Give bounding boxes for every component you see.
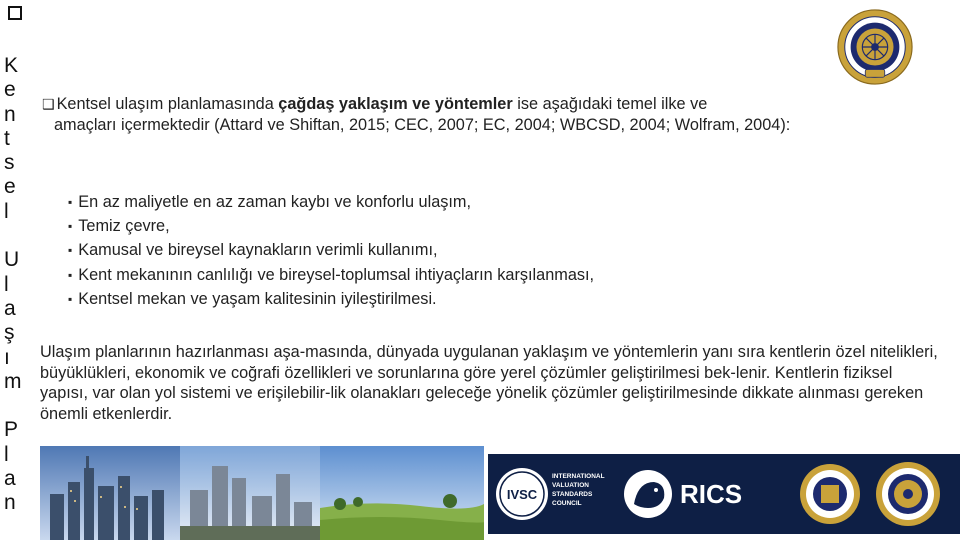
check-bullet-icon: ❑ — [42, 97, 55, 113]
ivsc-caption-2: VALUATION — [552, 482, 589, 489]
slide-bullet-box — [8, 6, 22, 20]
intro-lead: Kentsel ulaşım planlamasında — [56, 95, 279, 113]
list-item: ▪ En az maliyetle en az zaman kaybı ve konforlu ulaşım, — [68, 190, 594, 214]
list-item: ▪ Kent mekanının canlılığı ve bireysel-toplumsal ihtiyaçların karşılanması, — [68, 263, 594, 287]
partner-logos-band — [488, 454, 960, 534]
list-item: ▪ Kamusal ve bireysel kaynakların verimli kullanımı, — [68, 238, 594, 262]
vertical-title: K e n t s e l U l a ş ı m P l a n — [4, 54, 22, 515]
principles-list — [68, 190, 594, 311]
intro-text — [42, 94, 922, 135]
ivsc-caption-3: STANDARDS — [552, 491, 593, 498]
intro-line-2: amaçları içermektedir (Attard ve Shiftan, 2015; CEC, 2007; EC, 2004; WBCSD, 2004; Wolfram, 2004): — [54, 116, 791, 134]
university-seal-logo-small — [876, 462, 940, 526]
city-landscape-photo — [40, 446, 484, 540]
ivsc-text: IVSC — [506, 487, 538, 502]
intro-bold: çağdaş yaklaşım ve yöntemler — [278, 95, 513, 113]
ivsc-caption-4: COUNCIL — [552, 500, 582, 507]
association-seal-logo — [800, 464, 860, 524]
rics-lion-icon — [624, 470, 672, 518]
intro-tail: ise aşağıdaki temel ilke ve — [512, 95, 708, 113]
list-item: ▪ Kentsel mekan ve yaşam kalitesinin iyileştirilmesi. — [68, 287, 594, 311]
university-seal-logo — [836, 8, 914, 86]
ivsc-caption-1: INTERNATIONAL — [552, 473, 605, 480]
rics-text: RICS — [680, 479, 743, 509]
body-paragraph: Ulaşım planlarının hazırlanması aşa-masında, dünyada uygulanan yaklaşım ve yöntemlerin yanı sıra kentlerin özel nitelikleri, büyüklükleri, ekonomik ve coğrafi özellikleri ve sorunlarına göre yerel çözümler geliştirilmesi bek-lenir. Kentlerin fiziksel yapısı, var olan yol sistemi ve erişilebilir-lik olanakları geleceğe yönelik çözümler geliştirilmesinde dikkate alınması gereken önemli etkenlerdir. — [40, 343, 938, 423]
list-item: ▪ Temiz çevre, — [68, 214, 594, 238]
